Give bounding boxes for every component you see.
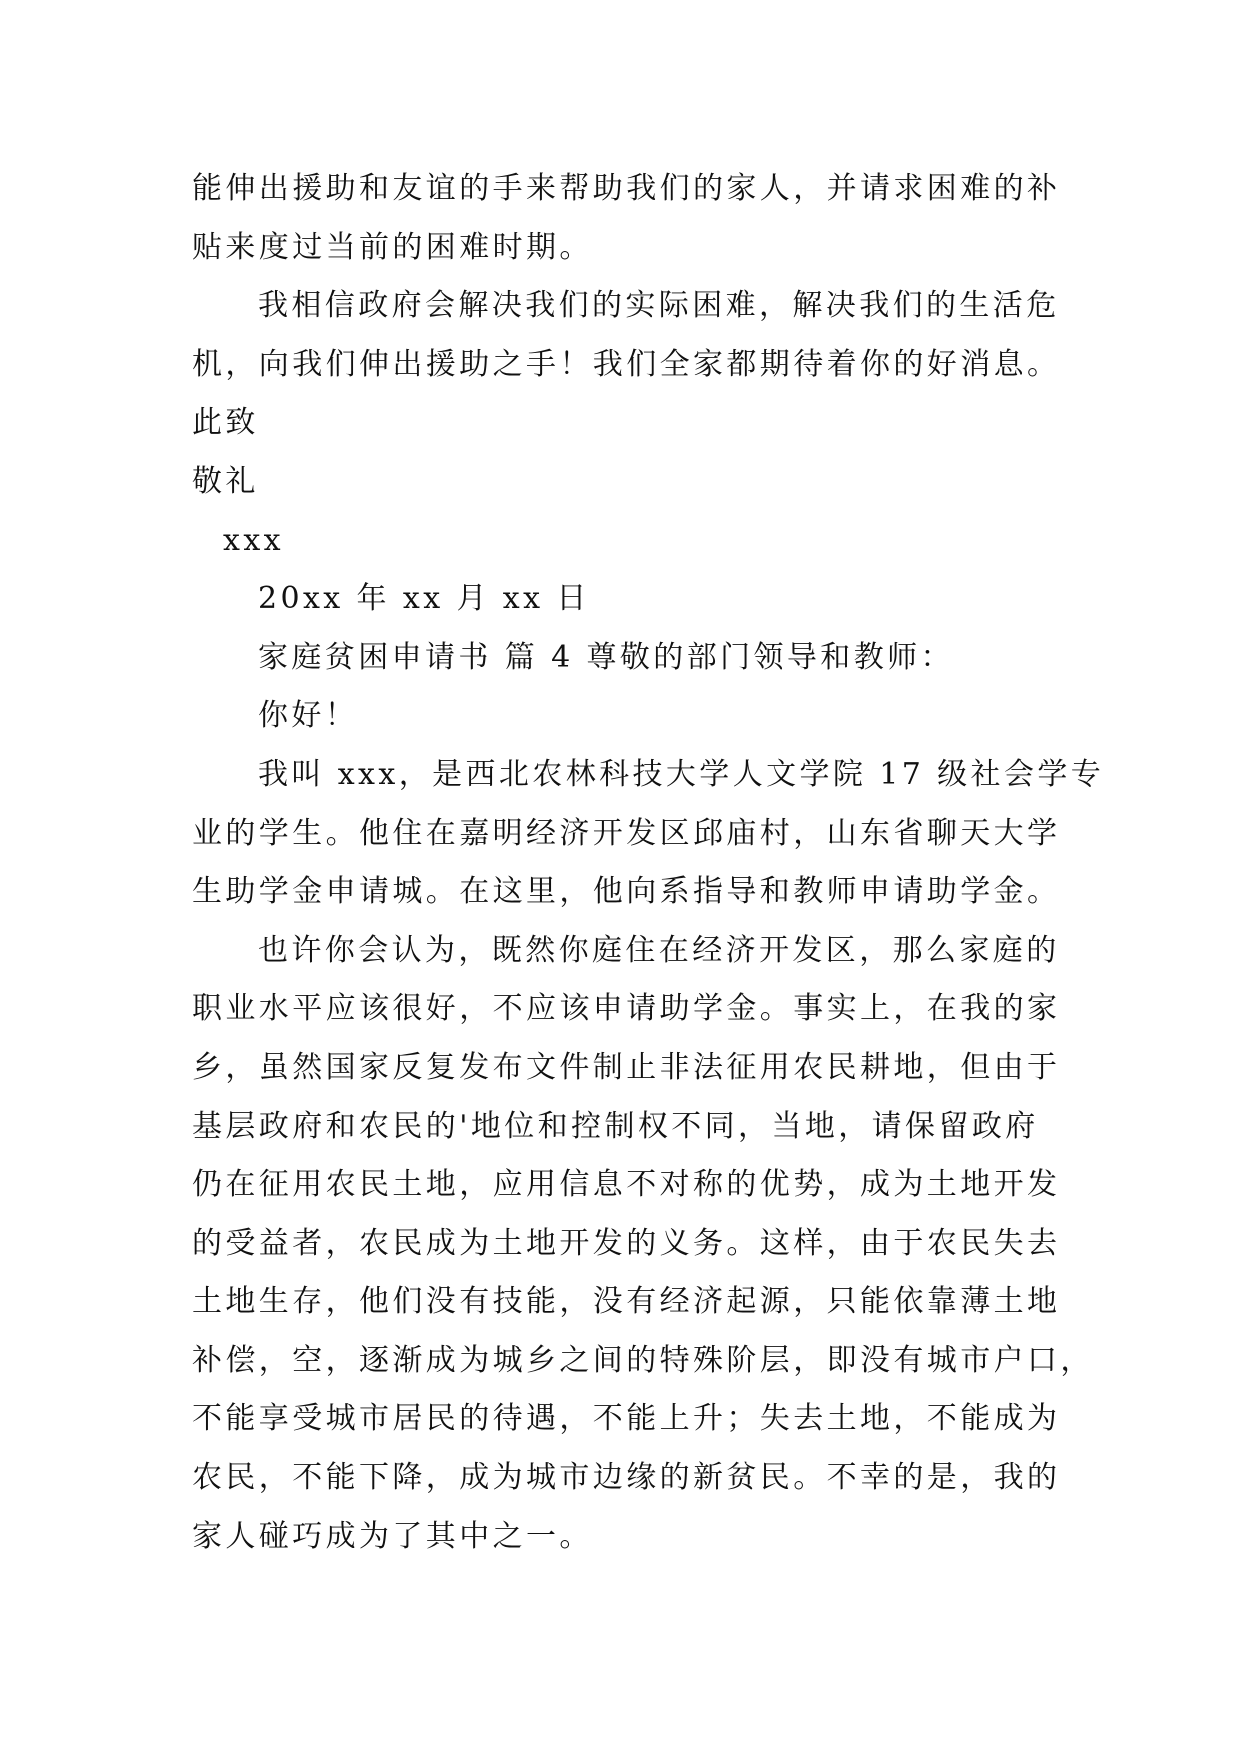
text-line: 也许你会认为，既然你庭住在经济开发区，那么家庭的 <box>258 932 1060 968</box>
paragraph-family-situation <box>192 922 1152 1567</box>
closing-cizhi: 此致 <box>192 405 259 441</box>
text-line: 农民，不能下降，成为城市边缘的新贫民。不幸的是，我的 <box>192 1460 1061 1496</box>
text-line: 能伸出援助和友谊的手来帮助我们的家人，并请求困难的补 <box>192 171 1061 206</box>
text-line: 机，向我们伸出援助之手！我们全家都期待着你的好消息。 <box>192 346 1061 382</box>
text-line: 贴来度过当前的困难时期。 <box>192 229 593 265</box>
date-line: 20xx 年 xx 月 xx 日 <box>258 581 590 617</box>
paragraph-self-introduction <box>192 746 1152 922</box>
paragraph-assistance-request <box>192 160 1152 277</box>
text-line: 生助学金申请城。在这里，他向系指导和教师申请助学金。 <box>192 874 1061 910</box>
text-line: 业的学生。他住在嘉明经济开发区邱庙村，山东省聊天大学 <box>192 815 1061 851</box>
text-line: 我相信政府会解决我们的实际困难，解决我们的生活危 <box>258 288 1060 324</box>
text-line: 土地生存，他们没有技能，没有经济起源，只能依靠薄土地 <box>192 1284 1061 1320</box>
paragraph-trust-government <box>192 277 1152 394</box>
text-line: 我叫 xxx，是西北农林科技大学人文学院 17 级社会学专 <box>258 756 1105 792</box>
signature: xxx <box>223 522 284 558</box>
document-page <box>192 160 1152 1566</box>
greeting: 你好！ <box>258 698 359 734</box>
text-line: 乡，虽然国家反复发布文件制止非法征用农民耕地，但由于 <box>192 1049 1061 1085</box>
text-line: 仍在征用农民土地，应用信息不对称的优势，成为土地开发 <box>192 1167 1061 1203</box>
text-line: 不能享受城市居民的待遇，不能上升；失去土地，不能成为 <box>192 1401 1061 1437</box>
text-line: 的受益者，农民成为土地开发的义务。这样，由于农民失去 <box>192 1225 1061 1261</box>
text-line: 家人碰巧成为了其中之一。 <box>192 1518 593 1554</box>
text-line: 职业水平应该很好，不应该申请助学金。事实上，在我的家 <box>192 991 1061 1027</box>
section-heading: 家庭贫困申请书 篇 4 尊敬的部门领导和教师： <box>258 639 954 675</box>
closing-jingli: 敬礼 <box>192 463 259 499</box>
text-line: 基层政府和农民的'地位和控制权不同，当地，请保留政府 <box>192 1108 1039 1144</box>
text-line: 补偿，空，逐渐成为城乡之间的特殊阶层，即没有城市户口， <box>192 1342 1094 1378</box>
